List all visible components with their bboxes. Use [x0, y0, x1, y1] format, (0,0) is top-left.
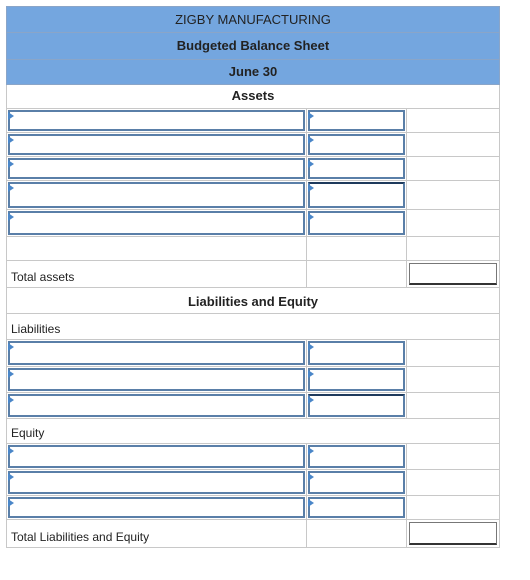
date-header-row — [6, 60, 500, 85]
asset-row — [6, 157, 500, 181]
equity-amount-input[interactable] — [308, 471, 405, 494]
dropdown-arrow-icon — [8, 136, 14, 144]
asset-amount-input[interactable] — [308, 182, 405, 208]
dropdown-arrow-icon — [8, 370, 14, 378]
asset-name-input[interactable] — [8, 182, 305, 208]
asset-name-input[interactable] — [8, 211, 305, 235]
dropdown-arrow-icon — [308, 447, 314, 455]
dropdown-arrow-icon — [308, 184, 314, 192]
statement-date: June 30 — [228, 64, 278, 79]
total-assets-row — [6, 261, 500, 288]
equity-amount-input[interactable] — [308, 445, 405, 468]
liability-amount-input[interactable] — [308, 341, 405, 365]
asset-amount-input[interactable] — [308, 211, 405, 235]
asset-name-input[interactable] — [8, 158, 305, 179]
dropdown-arrow-icon — [308, 213, 314, 221]
dropdown-arrow-icon — [308, 136, 314, 144]
equity-row — [6, 470, 500, 496]
asset-amount-input[interactable] — [308, 110, 405, 131]
dropdown-arrow-icon — [8, 447, 14, 455]
total-assets-label: Total assets — [11, 270, 75, 284]
equity-name-input[interactable] — [8, 497, 305, 518]
liability-name-input[interactable] — [8, 368, 305, 391]
equity-amount-input[interactable] — [308, 497, 405, 518]
liabilities-label: Liabilities — [11, 322, 61, 336]
total-liabilities-equity-row — [6, 520, 500, 548]
equity-row — [6, 444, 500, 470]
total-assets-amount[interactable] — [409, 263, 497, 285]
asset-name-input[interactable] — [8, 110, 305, 131]
dropdown-arrow-icon — [8, 160, 14, 168]
balance-sheet-table — [6, 6, 500, 548]
asset-amount-input[interactable] — [308, 158, 405, 179]
asset-row — [6, 109, 500, 133]
dropdown-arrow-icon — [8, 112, 14, 120]
liabilities-label-row — [6, 314, 500, 340]
dropdown-arrow-icon — [308, 499, 314, 507]
dropdown-arrow-icon — [8, 473, 14, 481]
asset-row — [6, 181, 500, 210]
dropdown-arrow-icon — [8, 343, 14, 351]
assets-heading-row — [6, 85, 500, 109]
dropdown-arrow-icon — [8, 499, 14, 507]
dropdown-arrow-icon — [308, 160, 314, 168]
dropdown-arrow-icon — [308, 473, 314, 481]
asset-amount-input[interactable] — [308, 134, 405, 155]
dropdown-arrow-icon — [308, 370, 314, 378]
equity-label-row — [6, 419, 500, 444]
dropdown-arrow-icon — [308, 343, 314, 351]
liability-row — [6, 340, 500, 367]
liability-amount-input[interactable] — [308, 368, 405, 391]
asset-row — [6, 133, 500, 157]
company-header-row — [6, 6, 500, 33]
statement-title: Budgeted Balance Sheet — [176, 38, 330, 53]
liabilities-equity-heading-row — [6, 288, 500, 314]
blank-row — [6, 237, 500, 261]
liability-name-input[interactable] — [8, 394, 305, 417]
equity-row — [6, 496, 500, 520]
statement-header-row — [6, 33, 500, 60]
equity-name-input[interactable] — [8, 445, 305, 468]
total-liabilities-equity-label: Total Liabilities and Equity — [11, 530, 150, 544]
liabilities-equity-heading: Liabilities and Equity — [187, 294, 319, 309]
liability-amount-input[interactable] — [308, 394, 405, 417]
total-liabilities-equity-amount[interactable] — [409, 522, 497, 545]
liability-row — [6, 393, 500, 419]
asset-row — [6, 210, 500, 237]
dropdown-arrow-icon — [308, 112, 314, 120]
equity-label: Equity — [11, 426, 45, 440]
company-name: ZIGBY MANUFACTURING — [175, 12, 331, 27]
assets-heading: Assets — [231, 88, 275, 103]
asset-name-input[interactable] — [8, 134, 305, 155]
dropdown-arrow-icon — [8, 213, 14, 221]
equity-name-input[interactable] — [8, 471, 305, 494]
dropdown-arrow-icon — [8, 184, 14, 192]
dropdown-arrow-icon — [8, 396, 14, 404]
dropdown-arrow-icon — [308, 396, 314, 404]
liability-row — [6, 367, 500, 393]
liability-name-input[interactable] — [8, 341, 305, 365]
